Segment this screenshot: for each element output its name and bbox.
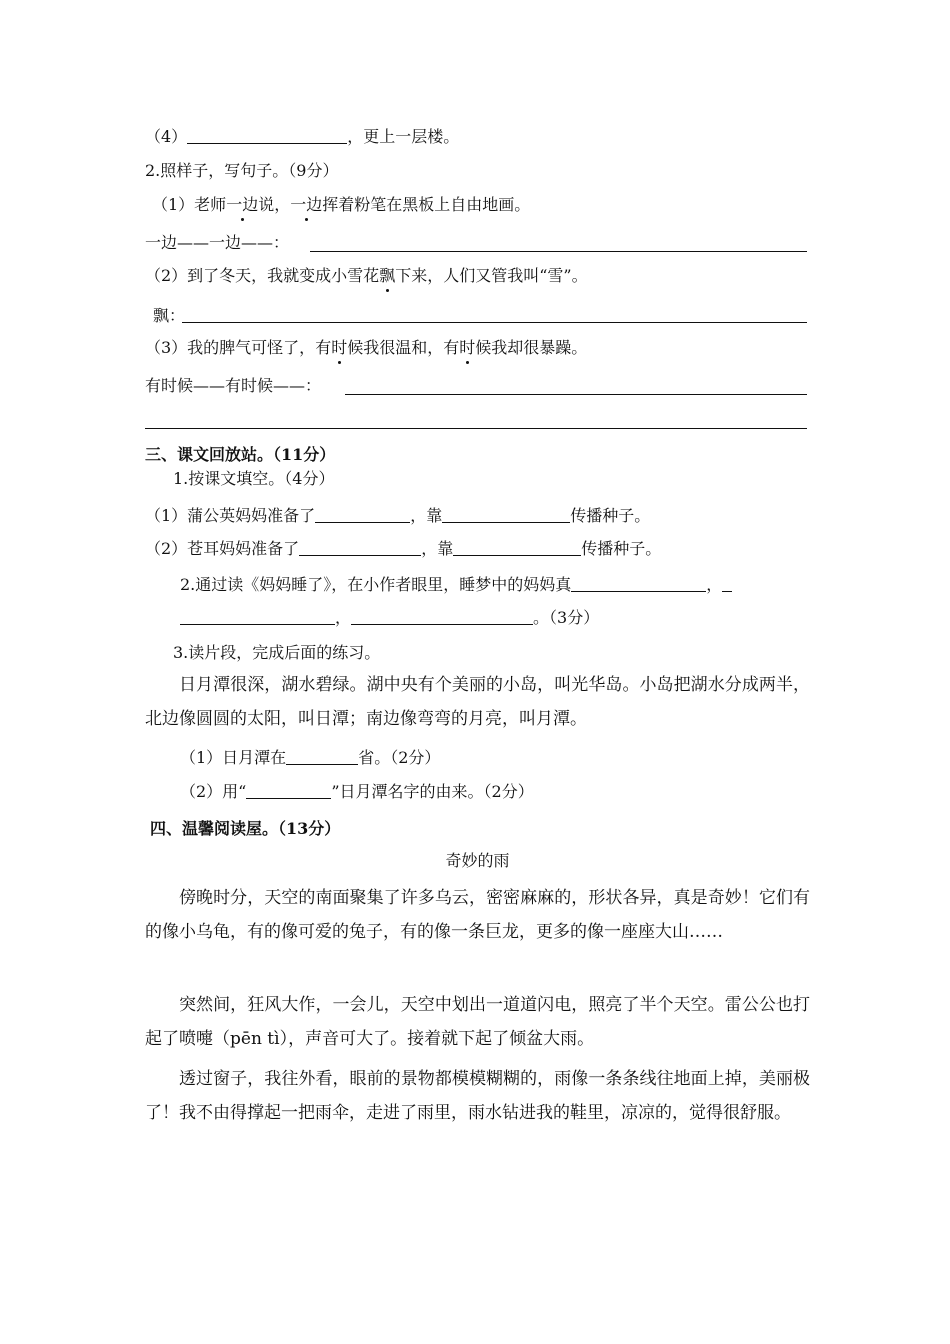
section-3-heading: 三、课文回放站。（11分） xyxy=(145,445,336,464)
q1-4-line: （4） ，更上一层楼。 xyxy=(145,127,460,146)
q3-1-2: （2）苍耳妈妈准备了 ，靠 传播种子。 xyxy=(145,539,662,558)
answer-line[interactable] xyxy=(310,251,807,252)
answer-blank[interactable] xyxy=(722,575,732,592)
q3-1-1: （1）蒲公英妈妈准备了 ，靠 传播种子。 xyxy=(145,506,651,525)
example-1: （1）老师一边说，一边挥着粉笔在黑板上自由地画。 xyxy=(152,195,531,214)
answer-blank[interactable] xyxy=(180,608,335,625)
example-2: （2）到了冬天，我就变成小雪花飘下来，人们又管我叫“雪”。 xyxy=(145,266,588,285)
example-3-label: 有时候——有时候——： xyxy=(145,376,322,395)
q3-2-line1: 2.通过读《妈妈睡了》，在小作者眼里，睡梦中的妈妈真 ， xyxy=(180,574,732,596)
story-paragraph-2: 突然间，狂风大作，一会儿，天空中划出一道道闪电，照亮了半个天空。雷公公也打起了喷嚏（pēn tì），声音可大了。接着就下起了倾盆大雨。 xyxy=(145,995,810,1049)
answer-line[interactable] xyxy=(345,394,807,395)
answer-line[interactable] xyxy=(145,428,807,429)
answer-blank[interactable] xyxy=(286,748,358,765)
section-4-heading: 四、温馨阅读屋。（13分） xyxy=(150,819,341,838)
answer-blank[interactable] xyxy=(571,575,706,592)
answer-blank[interactable] xyxy=(351,608,533,625)
story-paragraph-1: 傍晚时分，天空的南面聚集了许多乌云，密密麻麻的，形状各异，真是奇妙！它们有的像小乌龟，有的像可爱的兔子，有的像一条巨龙，更多的像一座座大山…… xyxy=(145,888,810,942)
answer-blank[interactable] xyxy=(453,539,581,556)
answer-blank[interactable] xyxy=(315,506,410,523)
story-paragraph-3: 透过窗子，我往外看，眼前的景物都模模糊糊的，雨像一条条线往地面上掉，美丽极了！我不由得撑起一把雨伞，走进了雨里，雨水钻进我的鞋里，凉凉的，觉得很舒服。 xyxy=(145,1069,810,1123)
answer-line[interactable] xyxy=(182,322,807,323)
answer-blank[interactable] xyxy=(442,506,570,523)
answer-blank[interactable] xyxy=(246,782,331,799)
q2-title: 2.照样子，写句子。（9分） xyxy=(145,161,339,180)
q3-3-title: 3.读片段，完成后面的练习。 xyxy=(173,643,381,662)
answer-blank[interactable] xyxy=(187,127,347,144)
answer-blank[interactable] xyxy=(299,539,421,556)
example-1-label: 一边——一边——： xyxy=(145,233,290,252)
q3-1-title: 1.按课文填空。（4分） xyxy=(173,469,335,488)
passage-sun-moon-lake: 日月潭很深，湖水碧绿。湖中央有个美丽的小岛，叫光华岛。小岛把湖水分成两半，北边像圆圆的太阳，叫日潭；南边像弯弯的月亮，叫月潭。 xyxy=(145,675,810,729)
q3-2-line2: ， 。（3分） xyxy=(180,607,599,629)
q3-3-sub2: （2）用“ ”日月潭名字的由来。（2分） xyxy=(180,782,534,801)
q3-3-sub1: （1）日月潭在 省。（2分） xyxy=(180,748,441,767)
example-3: （3）我的脾气可怪了，有时候我很温和，有时候我却很暴躁。 xyxy=(145,338,588,357)
story-title: 奇妙的雨 xyxy=(445,851,510,870)
example-2-label: 飘： xyxy=(153,306,186,325)
